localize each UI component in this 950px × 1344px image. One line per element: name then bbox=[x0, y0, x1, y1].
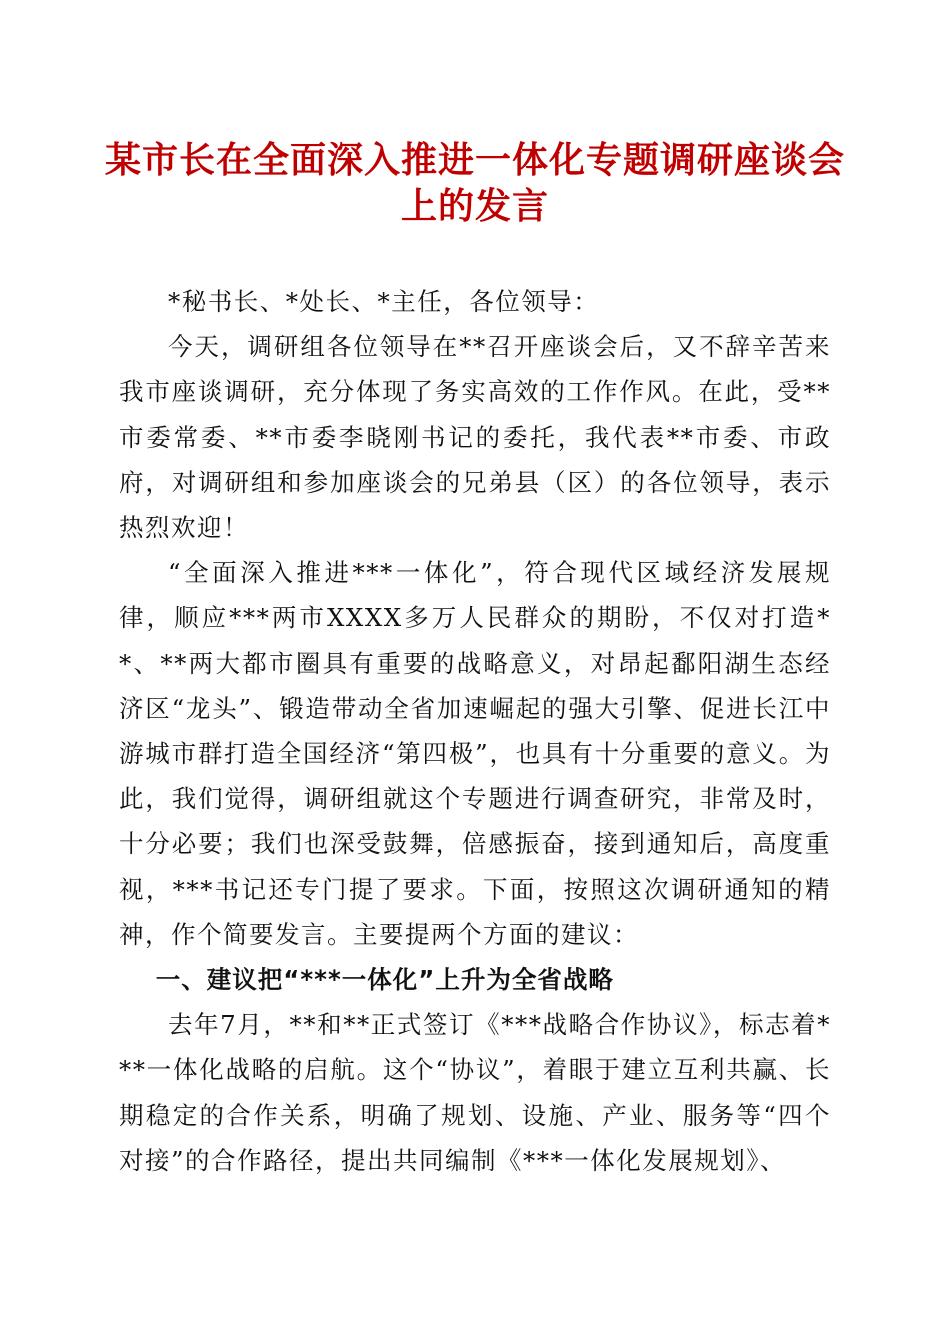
paragraph-welcome: 今天，调研组各位领导在**召开座谈会后，又不辞辛苦来我市座谈调研，充分体现了务实高效的工作作风。在此，受**市委常委、**市委李晓刚书记的委托，我代表**市委、市政府，对调研组和参加座谈会的兄弟县（区）的各位领导，表示热烈欢迎！ bbox=[119, 332, 831, 543]
document-body bbox=[119, 279, 831, 1183]
paragraph-significance: “全面深入推进***一体化”，符合现代区域经济发展规律，顺应***两市XXXX多万人民群众的期盼，不仅对打造**、**两大都市圈具有重要的战略意义，对昂起鄱阳湖生态经济区“龙头”、锻造带动全省加速崛起的强大引擎、促进长江中游城市群打造全国经济“第四极”，也具有十分重要的意义。为此，我们觉得，调研组就这个专题进行调查研究，非常及时，十分必要；我们也深受鼓舞，倍感振奋，接到通知后，高度重视，***书记还专门提了要求。下面，按照这次调研通知的精神，作个简要发言。主要提两个方面的建议： bbox=[119, 558, 831, 949]
salutation: *秘书长、*处长、*主任，各位领导： bbox=[168, 287, 600, 316]
paragraph-section-1: 去年7月，**和**正式签订《***战略合作协议》，标志着***一体化战略的启航。这个“协议”，着眼于建立互利共赢、长期稳定的合作关系，明确了规划、设施、产业、服务等“四个对接”的合作路径，提出共同编制《***一体化发展规划》、 bbox=[119, 1010, 831, 1175]
document-title-line-1: 某市长在全面深入推进一体化专题调研座谈会 bbox=[104, 139, 845, 181]
document-title-line-2: 上的发言 bbox=[400, 185, 549, 227]
section-heading-1: 一、建议把“***一体化”上升为全省战略 bbox=[155, 965, 614, 995]
